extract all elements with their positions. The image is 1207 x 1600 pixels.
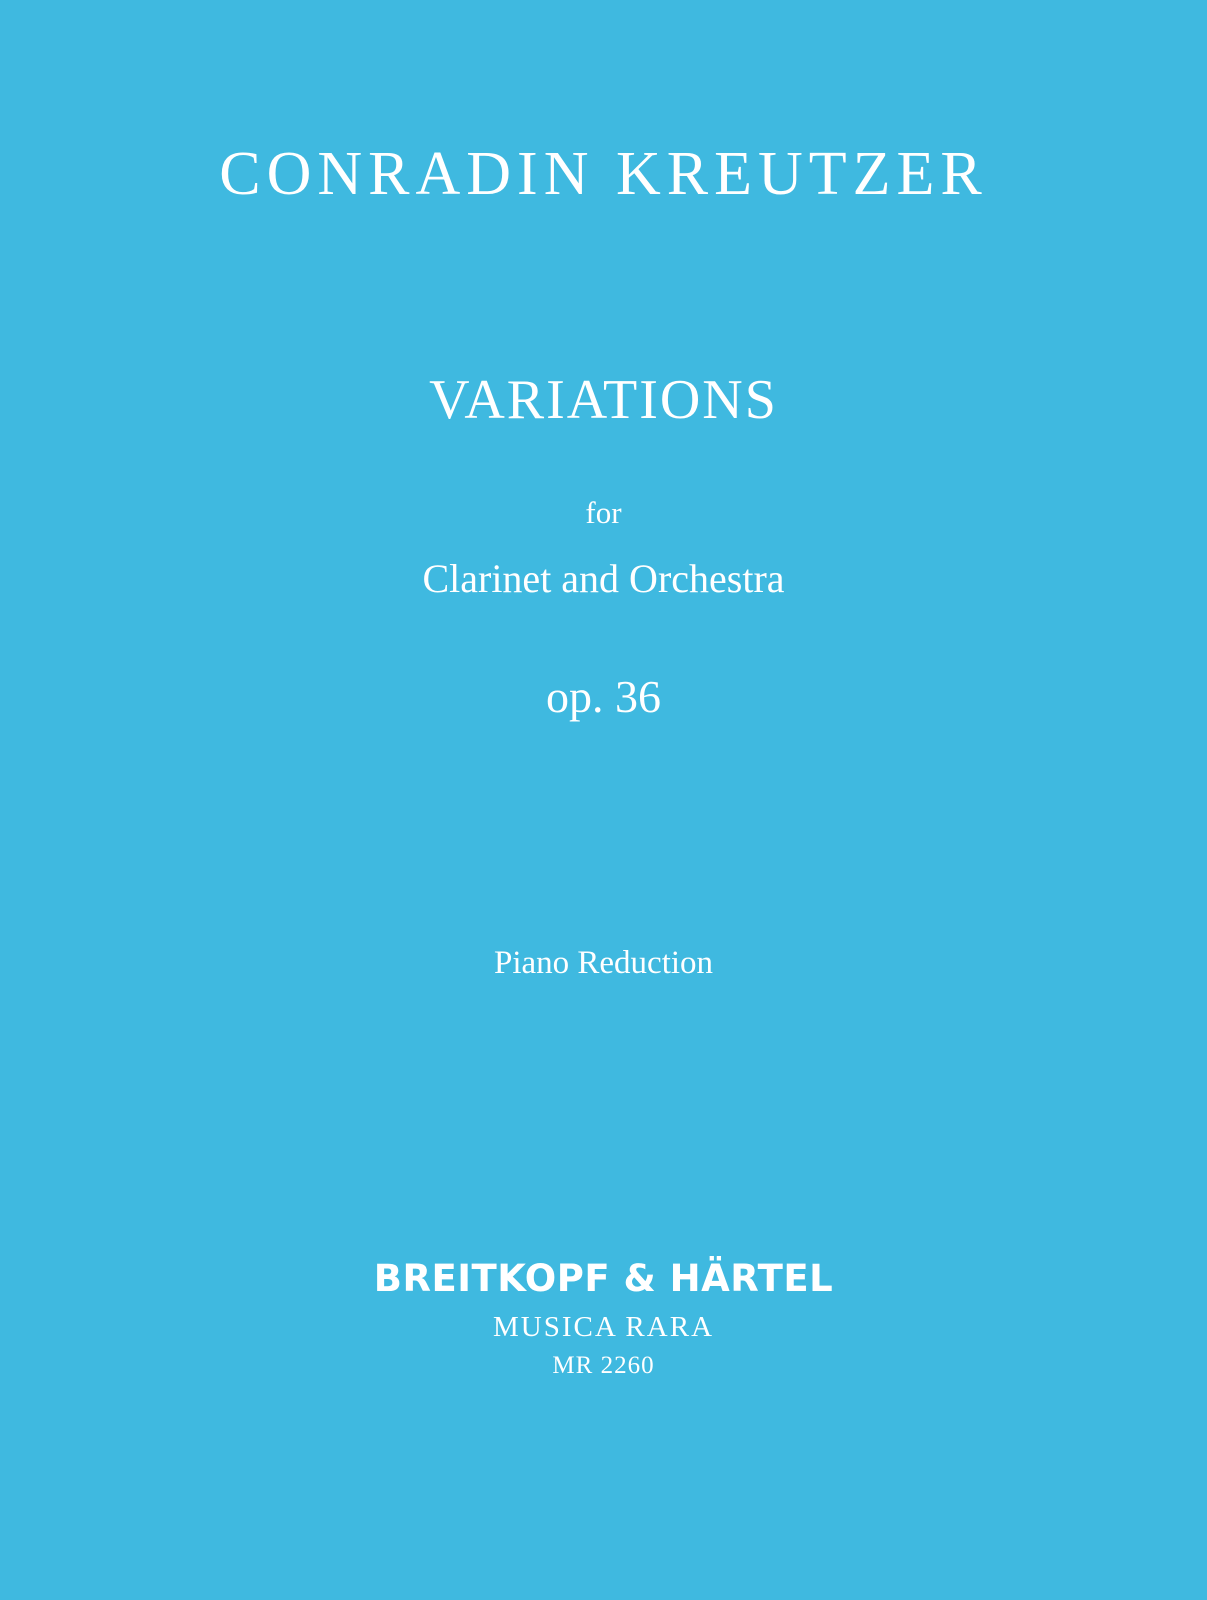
publisher-name: BREITKOPF & HÄRTEL	[373, 1257, 834, 1300]
instrumentation-text: Clarinet and Orchestra	[422, 556, 785, 601]
imprint-name: MUSICA RARA	[492, 1310, 715, 1343]
edition-type: Piano Reduction	[493, 945, 714, 981]
work-title: VARIATIONS	[429, 369, 778, 431]
composer-name: CONRADIN KREUTZER	[219, 140, 988, 208]
opus-number: op. 36	[546, 671, 661, 722]
plate-number: MR 2260	[552, 1351, 655, 1379]
for-connector-text: for	[585, 495, 622, 530]
publisher-block	[0, 1258, 1207, 1381]
